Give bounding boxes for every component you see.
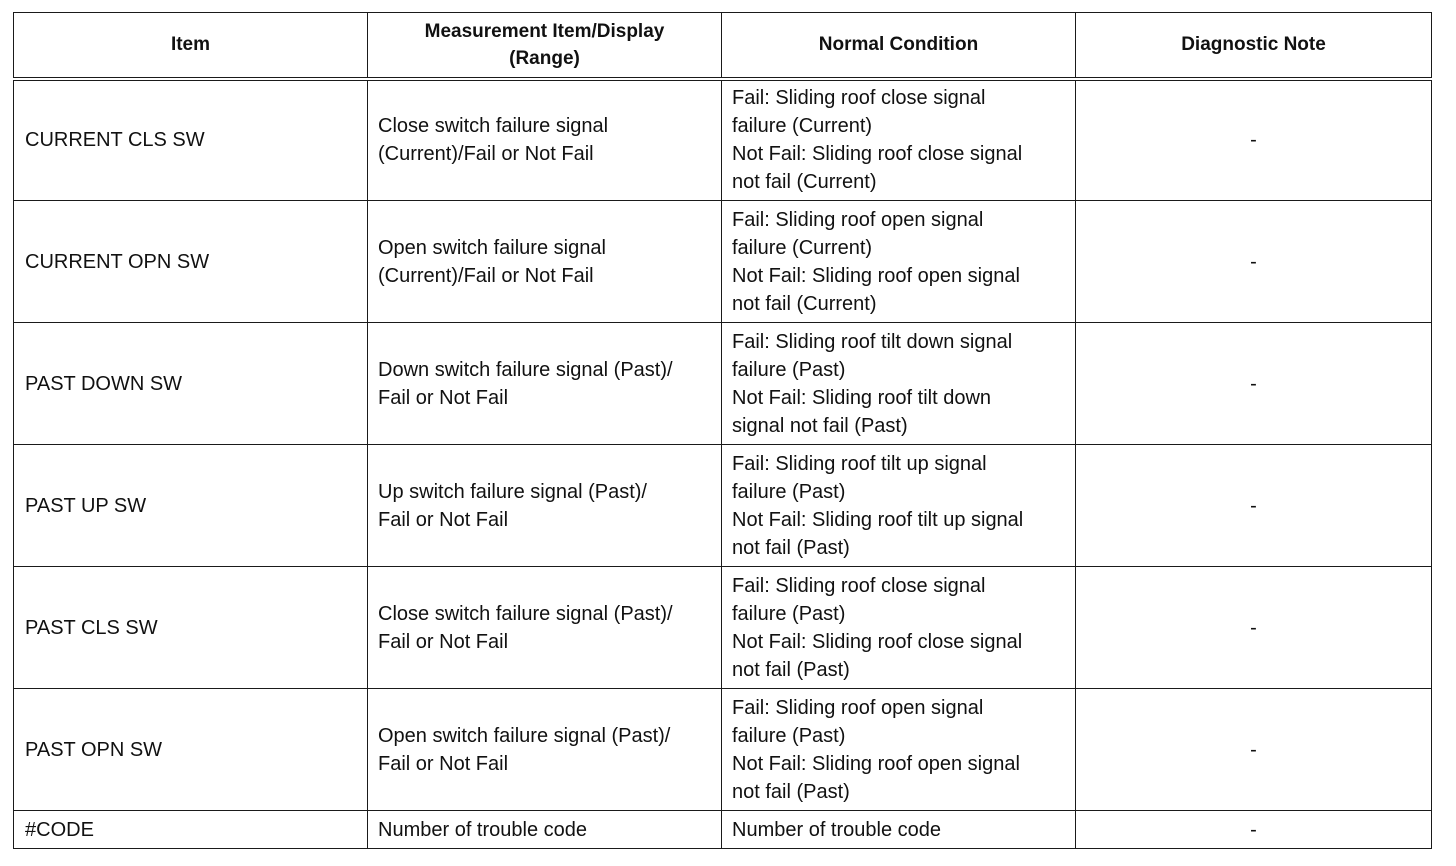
header-measurement-line1: Measurement Item/Display: [424, 20, 665, 42]
measurement-line: Up switch failure signal (Past)/: [378, 480, 647, 503]
table-row: [14, 201, 1432, 323]
table-row: [14, 811, 1432, 849]
measurement-line: Fail or Not Fail: [378, 508, 509, 531]
header-diagnostic-note: Diagnostic Note: [1076, 13, 1432, 79]
normal-line: failure (Past): [732, 602, 846, 625]
cell-measurement: [368, 201, 722, 323]
normal-line: Not Fail: Sliding roof tilt down: [732, 386, 992, 409]
cell-item: CURRENT OPN SW: [14, 201, 368, 323]
cell-measurement: [368, 811, 722, 849]
cell-diagnostic-note: -: [1076, 445, 1432, 567]
measurement-line: Open switch failure signal: [378, 236, 606, 259]
normal-line: signal not fail (Past): [732, 414, 908, 437]
cell-diagnostic-note: -: [1076, 811, 1432, 849]
normal-line: Not Fail: Sliding roof tilt up signal: [732, 508, 1024, 531]
header-normal-condition: Normal Condition: [722, 13, 1076, 79]
measurement-line: Close switch failure signal (Past)/: [378, 602, 673, 625]
table-row: [14, 79, 1432, 201]
cell-normal-condition: [722, 323, 1076, 445]
header-item: Item: [14, 13, 368, 79]
header-measurement-line2: (Range): [509, 47, 580, 69]
normal-line: not fail (Past): [732, 536, 850, 559]
normal-line: not fail (Past): [732, 780, 850, 803]
measurement-line: Fail or Not Fail: [378, 386, 509, 409]
measurement-line: Fail or Not Fail: [378, 752, 509, 775]
measurement-line: (Current)/Fail or Not Fail: [378, 264, 594, 287]
table-header-row: [14, 13, 1432, 79]
cell-item: PAST OPN SW: [14, 689, 368, 811]
measurement-line: (Current)/Fail or Not Fail: [378, 143, 594, 166]
measurement-line: Open switch failure signal (Past)/: [378, 724, 671, 747]
normal-line: Fail: Sliding roof tilt up signal: [732, 452, 987, 475]
normal-line: Fail: Sliding roof close signal: [732, 574, 986, 597]
data-list-table: [13, 12, 1432, 849]
normal-line: Not Fail: Sliding roof open signal: [732, 752, 1020, 775]
cell-measurement: [368, 323, 722, 445]
cell-item: PAST UP SW: [14, 445, 368, 567]
cell-normal-condition: [722, 79, 1076, 201]
cell-normal-condition: [722, 811, 1076, 849]
cell-item: CURRENT CLS SW: [14, 79, 368, 201]
normal-line: not fail (Past): [732, 658, 850, 681]
cell-measurement: [368, 445, 722, 567]
cell-diagnostic-note: -: [1076, 79, 1432, 201]
table-row: [14, 567, 1432, 689]
cell-diagnostic-note: -: [1076, 567, 1432, 689]
normal-line: Not Fail: Sliding roof close signal: [732, 143, 1023, 166]
cell-measurement: [368, 79, 722, 201]
table-row: [14, 323, 1432, 445]
cell-normal-condition: [722, 201, 1076, 323]
measurement-line: Number of trouble code: [378, 818, 588, 841]
data-table-container: [13, 12, 1432, 849]
cell-diagnostic-note: -: [1076, 201, 1432, 323]
cell-item: PAST CLS SW: [14, 567, 368, 689]
cell-diagnostic-note: -: [1076, 323, 1432, 445]
cell-measurement: [368, 567, 722, 689]
cell-diagnostic-note: -: [1076, 689, 1432, 811]
normal-line: failure (Current): [732, 115, 873, 138]
cell-normal-condition: [722, 567, 1076, 689]
measurement-line: Close switch failure signal: [378, 115, 609, 138]
normal-line: Fail: Sliding roof tilt down signal: [732, 330, 1013, 353]
normal-line: failure (Current): [732, 236, 873, 259]
normal-line: Number of trouble code: [732, 818, 942, 841]
normal-line: Not Fail: Sliding roof close signal: [732, 630, 1023, 653]
normal-line: failure (Past): [732, 480, 846, 503]
cell-normal-condition: [722, 445, 1076, 567]
cell-normal-condition: [722, 689, 1076, 811]
normal-line: Fail: Sliding roof open signal: [732, 208, 984, 231]
header-measurement: [368, 13, 722, 79]
normal-line: Fail: Sliding roof open signal: [732, 696, 984, 719]
normal-line: failure (Past): [732, 358, 846, 381]
cell-measurement: [368, 689, 722, 811]
table-row: [14, 445, 1432, 567]
normal-line: Not Fail: Sliding roof open signal: [732, 264, 1020, 287]
measurement-line: Down switch failure signal (Past)/: [378, 358, 673, 381]
normal-line: failure (Past): [732, 724, 846, 747]
normal-line: not fail (Current): [732, 171, 877, 194]
cell-item: PAST DOWN SW: [14, 323, 368, 445]
measurement-line: Fail or Not Fail: [378, 630, 509, 653]
table-row: [14, 689, 1432, 811]
cell-item: #CODE: [14, 811, 368, 849]
normal-line: Fail: Sliding roof close signal: [732, 87, 986, 110]
normal-line: not fail (Current): [732, 292, 877, 315]
